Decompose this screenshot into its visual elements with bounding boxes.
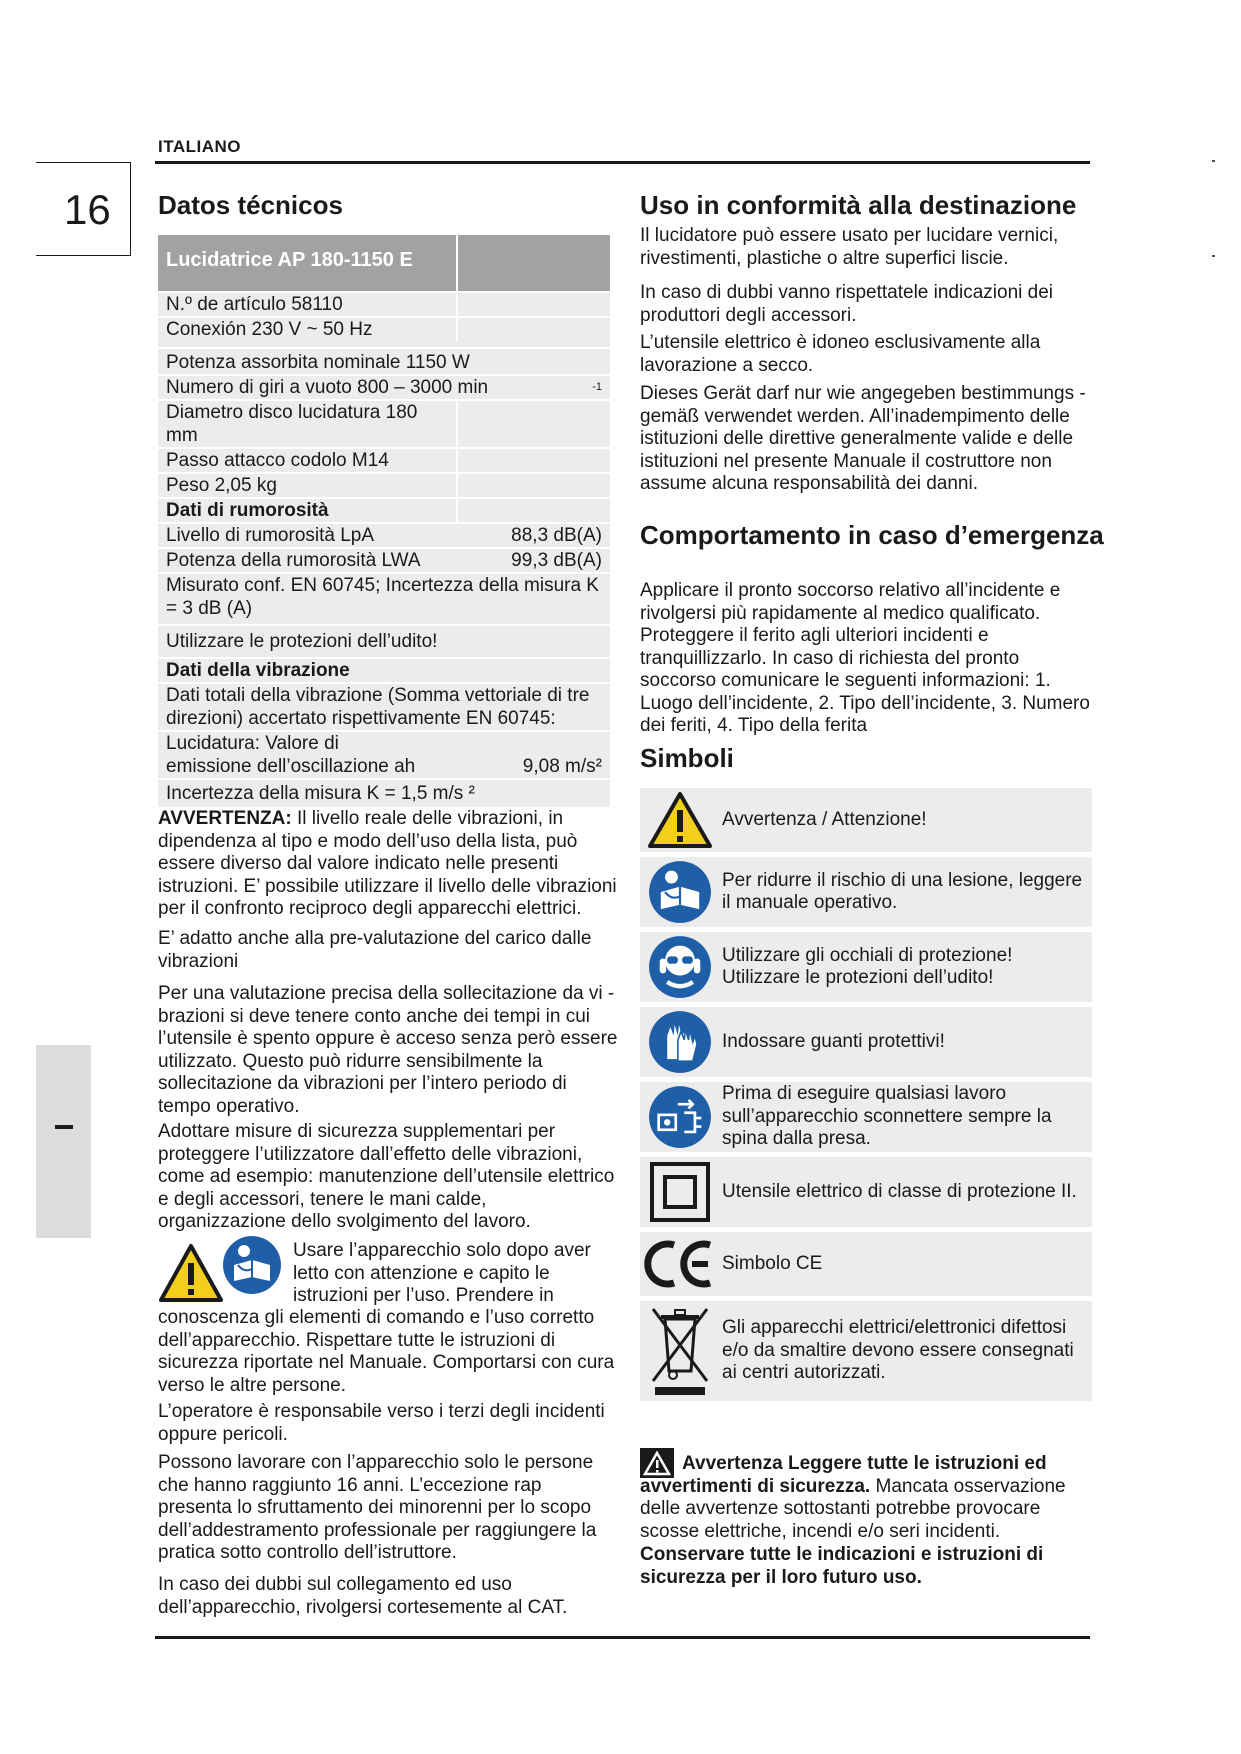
- paragraph: In caso dei dubbi sul collegamento ed uso dell’apparecchio, rivolgersi cortesemente al CAT.: [158, 1574, 568, 1618]
- paragraph: conoscenza gli elementi di comando e l’uso corretto dell’apparecchio. Rispettare tutte le istruzioni di sicurezza riportate nel Manuale. Comportarsi con cura verso le altre persone.: [158, 1307, 615, 1396]
- ce-mark-icon: [640, 1239, 720, 1289]
- side-tab: [36, 1045, 91, 1238]
- paragraph: Applicare il pronto soccorso relativo all’incidente e rivolgersi più rapidamente al medico qualificato. Proteggere il ferito agli ulteriori incidenti e tranquillizzarlo. In caso di richiesta del pronto soccorso comunicare le seguenti informazioni: 1. Luogo dell’incidente, 2. Tipo dell’incidente, 3. Numero dei feriti, 4. Tipo della ferita: [640, 580, 1090, 736]
- table-row: N.º de artículo 58110: [158, 293, 610, 316]
- read-manual-icon: [640, 860, 720, 924]
- table-row: Potenza assorbita nominale 1150 W: [158, 349, 610, 374]
- eye-ear-protection-icon: [640, 935, 720, 999]
- section-title-uso: Uso in conformità alla destinazione: [640, 190, 1077, 220]
- symbol-row: Utensile elettrico di classe di protezione II.: [640, 1157, 1092, 1227]
- symbol-row: Indossare guanti protettivi!: [640, 1007, 1092, 1077]
- table-row: Lucidatura: Valore di emissione dell’oscillazione ah 9,08 m/s²: [158, 732, 610, 778]
- gloves-icon: [640, 1010, 720, 1074]
- paragraph: L’utensile elettrico è idoneo esclusivamente alla lavorazione a secco.: [640, 332, 1041, 376]
- table-row: Passo attacco codolo M14: [158, 449, 610, 472]
- class-ii-icon: [640, 1161, 720, 1223]
- table-row: Dati totali della vibrazione (Somma vettoriale di tre direzioni) accertato rispettivamente EN 60745:: [158, 684, 610, 730]
- symbol-row: Avvertenza / Attenzione!: [640, 788, 1092, 852]
- paragraph: Per una valutazione precisa della sollecitazione da vi - brazioni si deve tenere conto anche dei tempi in cui l’utensile è spento oppure è acceso senza però essere utilizzato. Questo può ridurre sensibilmente la sollecitazione da vibrazioni per l’intero periodo di tempo operativo.: [158, 983, 618, 1117]
- paragraph: Il lucidatore può essere usato per lucidare vernici, rivestimenti, plastiche o altre superfici liscie.: [640, 225, 1059, 269]
- section-title-emergenza: Comportamento in caso d’emergenza: [640, 520, 1104, 550]
- spec-table-title: Lucidatrice AP 180-1150 E: [158, 235, 456, 291]
- side-tab-dash: [55, 1125, 73, 1129]
- table-row: Livello di rumorosità LpA 88,3 dB(A): [158, 524, 610, 547]
- unplug-icon: [640, 1085, 720, 1149]
- warning-paragraph: AVVERTENZA: Il livello reale delle vibrazioni, in dipendenza al tipo e modo dell’uso della lista, può essere diverso dal valore indicato nelle presenti istruzioni. E’ possibile utilizzare il livello delle vibrazioni per il confronto reciproco degli apparecchi elettrici.: [158, 808, 617, 919]
- page-number: 16: [64, 186, 111, 233]
- symbol-row: Per ridurre il rischio di una lesione, leggere il manuale operativo.: [640, 857, 1092, 927]
- margin-mark: [1212, 255, 1215, 257]
- final-warning-paragraph: Avvertenza Leggere tutte le istruzioni ed avvertimenti di sicurezza. Mancata osservazione delle avvertenze sottostanti potrebbe provocare scosse elettriche, incendi e/o seri incidenti.: [640, 1453, 1066, 1542]
- top-rule: [155, 161, 1090, 164]
- table-row: Misurato conf. EN 60745; Incertezza della misura K = 3 dB (A): [158, 574, 610, 624]
- symbol-row: Prima di eseguire qualsiasi lavoro sull’apparecchio sconnettere sempre la spina dalla presa.: [640, 1082, 1092, 1152]
- table-row: Conexión 230 V ~ 50 Hz: [158, 318, 610, 347]
- table-row: Incertezza della misura K = 1,5 m/s ²: [158, 780, 610, 807]
- table-row: Potenza della rumorosità LWA 99,3 dB(A): [158, 549, 610, 572]
- paragraph: Usare l’apparecchio solo dopo aver letto con attenzione e capito le istruzioni per l’uso. Prendere in: [293, 1240, 591, 1306]
- warning-triangle-icon: [640, 791, 720, 849]
- table-row: Utilizzare le protezioni dell’udito!: [158, 626, 610, 657]
- table-row: Dati della vibrazione: [158, 659, 610, 682]
- table-row: Dati di rumorosità: [158, 499, 610, 522]
- symbol-row: Gli apparecchi elettrici/elettronici difettosi e/o da smaltire devono essere consegnati ai centri autorizzati.: [640, 1301, 1092, 1401]
- table-row: Diametro disco lucidatura 180 mm: [158, 401, 610, 447]
- section-title-simboli: Simboli: [640, 743, 734, 773]
- margin-mark: [1212, 160, 1215, 162]
- final-bold-paragraph: Conservare tutte le indicazioni e istruzioni di sicurezza per il loro futuro uso.: [640, 1544, 1044, 1588]
- paragraph: L’operatore è responsabile verso i terzi degli incidenti oppure pericoli.: [158, 1401, 605, 1445]
- spec-table: [158, 235, 610, 807]
- table-row: Numero di giri a vuoto 800 – 3000 min $^{-1}$: [158, 376, 610, 399]
- paragraph: Possono lavorare con l’apparecchio solo le persone che hanno raggiunto 16 anni. L’eccezione rap presenta lo sfruttamento dei minorenni per lo scopo dell’addestramento professionale per raggiungere la pratica sotto controllo dell’istruttore.: [158, 1452, 597, 1563]
- read-manual-icon: [222, 1235, 282, 1295]
- bottom-rule: [155, 1636, 1090, 1639]
- paragraph: Adottare misure di sicurezza supplementari per proteggere l’utilizzatore dall’effetto delle vibrazioni, come ad esempio: manutenzione dell’utensile elettrico e degli accessori, tenere le mani calde, organizzazione dello svolgimento del lavoro.: [158, 1121, 615, 1232]
- paragraph: E’ adatto anche alla pre-valutazione del carico dalle vibrazioni: [158, 928, 592, 972]
- section-title-datos: Datos técnicos: [158, 190, 343, 220]
- symbol-row: Simbolo CE: [640, 1232, 1092, 1296]
- symbol-row: Utilizzare gli occhiali di protezione! Utilizzare le protezioni dell’udito!: [640, 932, 1092, 1002]
- table-row: Peso 2,05 kg: [158, 474, 610, 497]
- language-header: ITALIANO: [158, 137, 242, 156]
- paragraph: In caso di dubbi vanno rispettatele indicazioni dei produttori degli accessori.: [640, 282, 1053, 326]
- paragraph: Dieses Gerät darf nur wie angegeben bestimmungs - gemäß verwendet werden. All’inadempimento delle istituzioni delle direttive generalmente valide e delle istituzioni nel presente Manuale il costruttore non assume alcuna responsabilità dei danni.: [640, 383, 1086, 494]
- warning-triangle-icon: [158, 1243, 224, 1303]
- weee-bin-icon: [640, 1305, 720, 1397]
- spec-table-header: [158, 235, 610, 291]
